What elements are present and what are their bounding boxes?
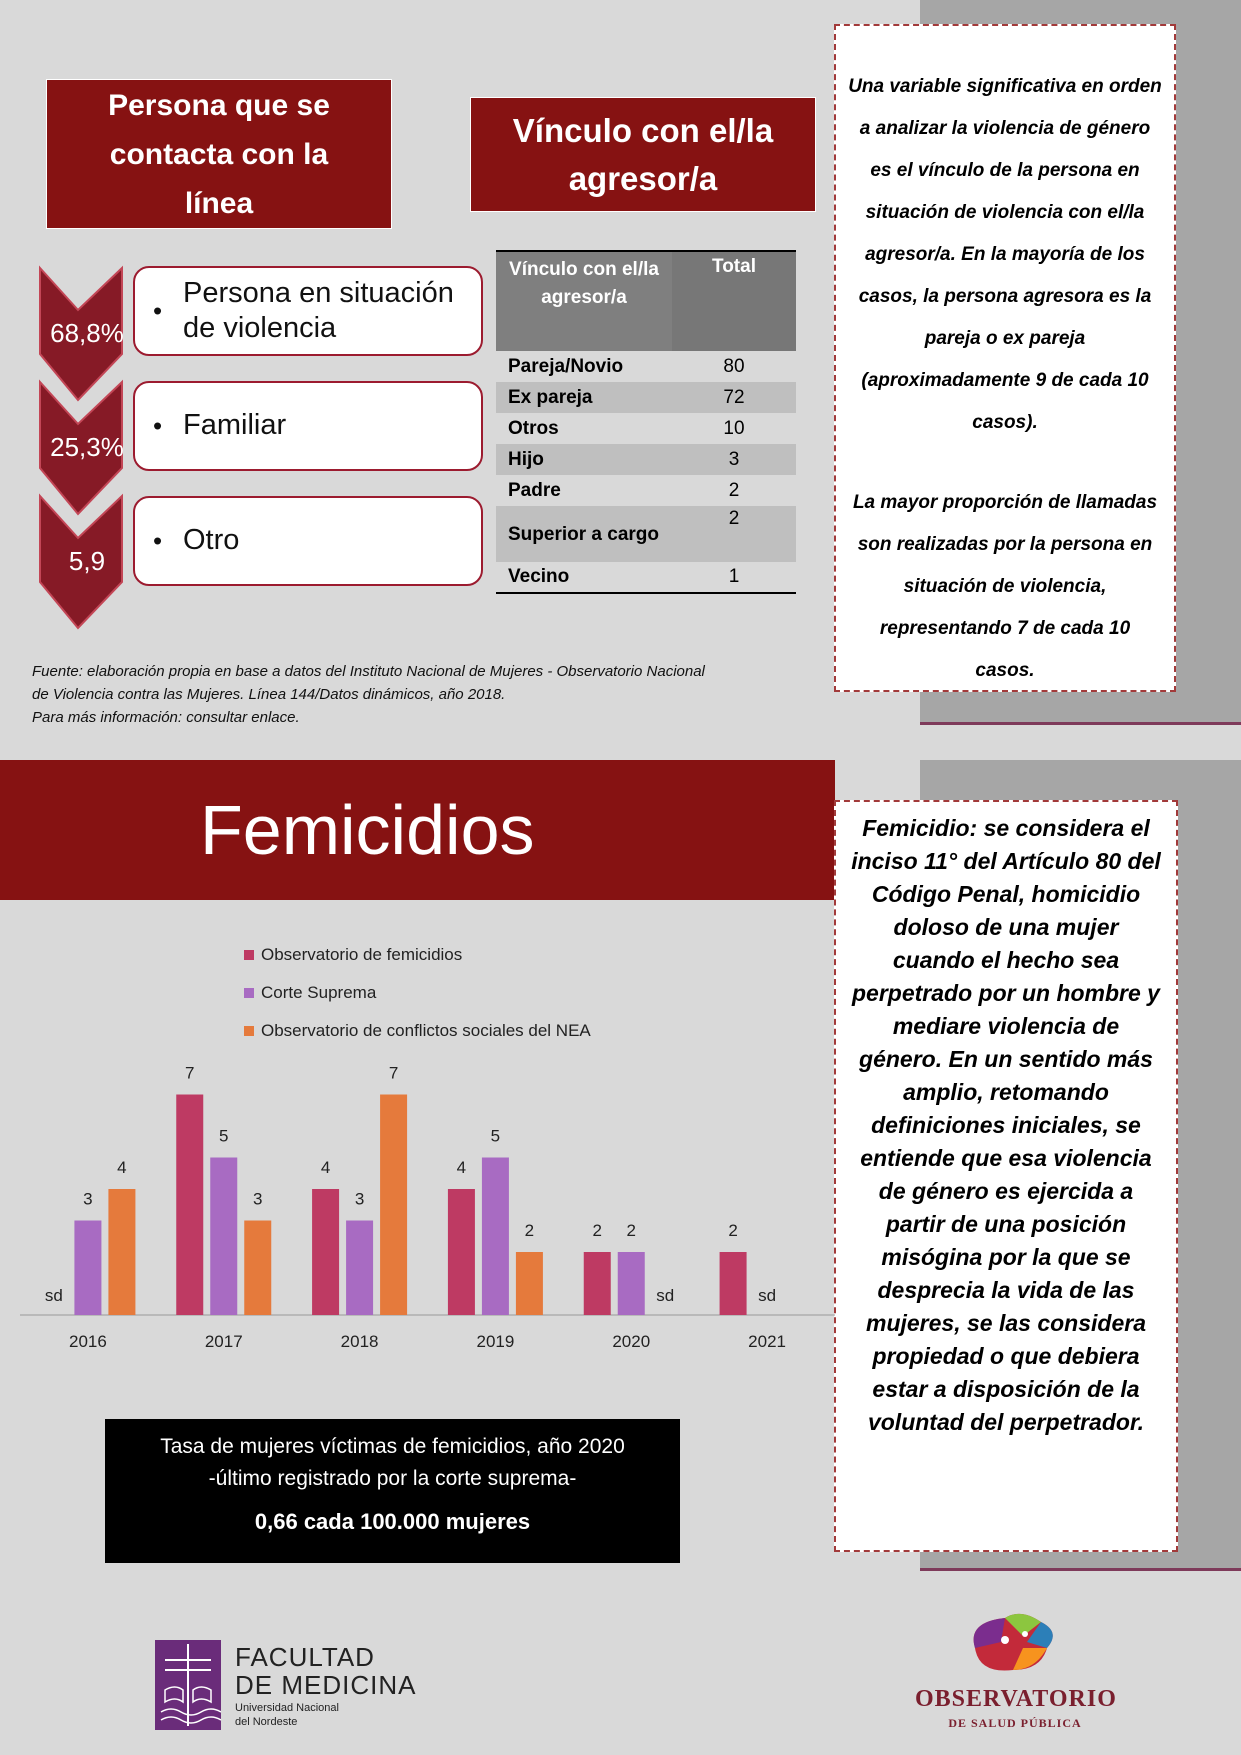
table-row [496,506,796,562]
contacto-title: Persona que se contacta con la línea [46,79,392,229]
facultad-line-1: FACULTAD [235,1642,375,1672]
bar-2021-0 [720,1252,747,1315]
table-cell: Superior a cargo [508,523,659,545]
definition-text: Femicidio: se considera el inciso 11° del Artículo 80 del Código Penal, homicidio doloso de una mujer cuando el hecho sea perpetrado por un hombre y mediare violencia de género. En un sentido más amplio, retomando definiciones iniciales, se entiende que esa violencia de género es ejercida a partir de una posición misógina por la que se desprecia la vida de las mujeres, se las considera propiedad o que debiera estar a disposición de la voluntad del perpetrador. [851,815,1161,1435]
contacto-pct-2: 25,3% [50,432,124,462]
data-label: 7 [388,1063,399,1083]
bullet-icon: • [153,525,163,556]
facultad-line-2: DE MEDICINA [235,1670,417,1700]
table-cell: Hijo [508,448,544,470]
table-row [496,413,796,444]
vinculo-table [496,250,796,594]
bar-2018-0 [312,1189,339,1315]
bullet-icon: • [153,410,163,441]
data-label: 2 [524,1221,535,1240]
x-tick-label: 2019 [476,1332,515,1351]
x-tick-label: 2017 [204,1332,243,1351]
tasa-box [105,1419,680,1563]
observatorio-emblem [955,1608,1065,1678]
data-label: 2 [728,1221,738,1240]
bar-2018-1 [346,1221,373,1316]
table-row [496,351,796,382]
table-row [496,475,796,506]
data-label: sd [656,1286,675,1305]
table-cell: 10 [723,417,745,439]
table-cell: 1 [728,566,740,587]
table-cell: 2 [728,479,740,501]
table-cell: Vecino [508,566,570,587]
data-label: 4 [117,1158,127,1177]
vinculo-note [834,24,1176,692]
x-tick-label: 2021 [748,1332,786,1351]
contacto-item-3 [133,496,483,586]
contacto-label-2: Familiar [183,409,287,441]
contacto-pct-3: 5,9 [68,546,106,576]
observatorio-line-1: OBSERVATORIO [915,1686,1117,1712]
legend-item-2 [244,974,591,1012]
bar-2017-2 [244,1221,271,1316]
observatorio-line-2: DE SALUD PÚBLICA [948,1716,1082,1730]
table-cell: Otros [508,417,559,439]
legend-label: Observatorio de femicidios [261,945,463,964]
observatorio-logo [905,1608,1115,1738]
bar-2019-2 [516,1252,543,1315]
facultad-line-4: del Nordeste [235,1716,298,1728]
data-label: 4 [456,1158,467,1177]
legend-label: Corte Suprema [261,983,377,1002]
table-row [496,562,796,593]
table-cell: Padre [508,479,561,501]
legend-swatch [244,988,254,998]
table-row [496,382,796,413]
table-cell: 72 [723,386,745,408]
table-cell: 80 [723,355,745,377]
bullet-icon: • [153,295,163,326]
strip-underline-2 [920,1568,1241,1571]
facultad-logo [155,1640,455,1730]
data-label: 5 [219,1126,229,1146]
bar-2016-2 [108,1189,135,1315]
fuente-line-2: de Violencia contra las Mujeres. Línea 144/Datos dinámicos, año 2018. [32,686,506,703]
bar-2016-1 [74,1221,101,1316]
bar-2019-1 [482,1158,509,1316]
data-label: 2 [592,1221,602,1240]
data-label: sd [44,1286,63,1305]
data-label: 3 [354,1189,365,1209]
table-cell: 2 [728,508,740,529]
x-tick-label: 2018 [340,1332,379,1351]
tasa-line-2: -último registrado por la corte suprema- [208,1467,577,1490]
legend-swatch [244,950,254,960]
chart-legend [244,936,591,1050]
bar-2019-0 [448,1189,475,1315]
contacto-item-1 [133,266,483,356]
tasa-value: 0,66 cada 100.000 mujeres [254,1509,531,1534]
contacto-label-3: Otro [183,524,240,556]
data-label: 7 [185,1063,195,1083]
legend-item-1 [244,936,591,974]
table-cell: Pareja/Novio [508,355,624,377]
bar-2017-1 [210,1158,237,1316]
bar-2017-0 [176,1095,203,1316]
contacto-label-1: Persona en situación de violencia [183,277,454,344]
data-label: 3 [253,1189,263,1209]
femicidios-title: Femicidios [200,791,535,869]
data-label: 4 [320,1158,331,1177]
bar-2020-0 [584,1252,611,1315]
fuente-line-1: Fuente: elaboración propia en base a datos del Instituto Nacional de Mujeres - Observatorio Nacional [32,663,705,680]
data-label: sd [758,1286,777,1305]
bar-2020-1 [618,1252,645,1315]
femicidio-definition [834,800,1178,1552]
tasa-line-1: Tasa de mujeres víctimas de femicidios, año 2020 [160,1435,625,1458]
bar-2018-2 [380,1095,407,1316]
fuente-line-3: Para más información: consultar enlace. [32,709,300,726]
contacto-item-2 [133,381,483,471]
data-label: 3 [83,1189,93,1209]
data-label: 5 [490,1126,501,1146]
legend-label: Observatorio de conflictos sociales del NEA [261,1021,591,1040]
data-label: 2 [626,1221,636,1240]
table-header: Vínculo con el/la agresor/a [509,259,659,308]
x-tick-label: 2020 [612,1332,651,1351]
x-tick-label: 2016 [69,1332,107,1351]
note-paragraph-2: La mayor proporción de llamadas son realizadas por la persona en situación de violencia, representando 7 de cada 10 casos. [852,492,1158,681]
fuente-text [32,660,812,729]
vinculo-title: Vínculo con el/la agresor/a [470,97,816,212]
table-cell: 3 [728,448,740,470]
table-cell: Ex pareja [508,386,593,408]
contacto-pct-1: 68,8% [50,318,124,348]
table-row [496,444,796,475]
note-paragraph-1: Una variable significativa en orden a analizar la violencia de género es el vínculo de la persona en situación de violencia con el/la agresor/a. En la mayoría de los casos, la persona agresora es la pareja o ex pareja (aproximadamente 9 de cada 10 casos). [848,76,1162,433]
legend-swatch [244,1026,254,1036]
table-header: Total [672,251,796,351]
femicidios-chart [0,1040,840,1360]
facultad-emblem [155,1640,221,1730]
strip-underline [920,722,1241,725]
facultad-line-3: Universidad Nacional [235,1702,339,1714]
